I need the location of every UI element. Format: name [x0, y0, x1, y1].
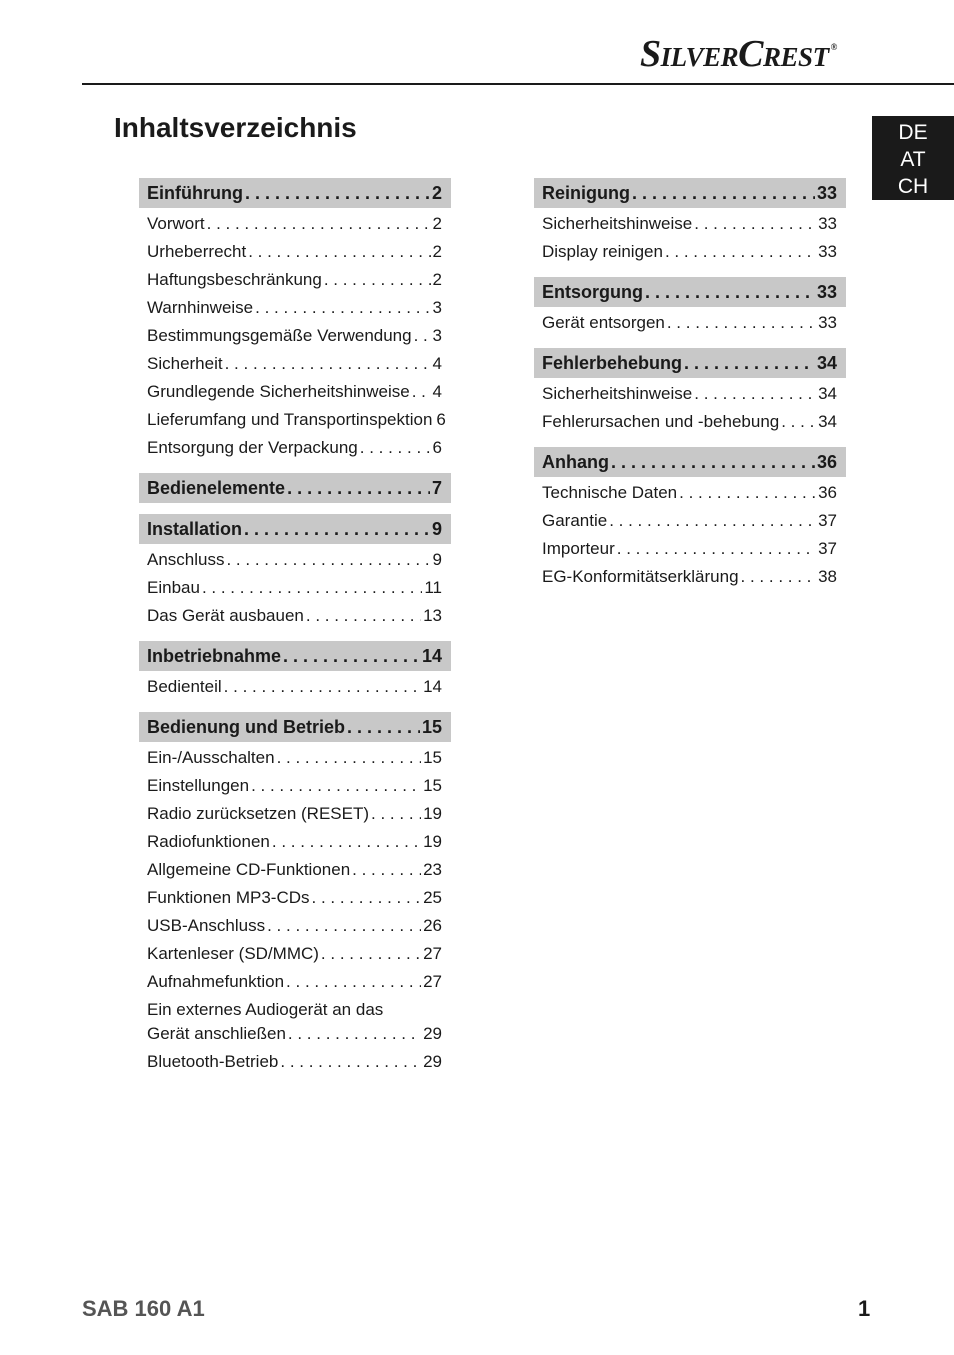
toc-leader-dots [611, 452, 815, 473]
toc-entry-page: 11 [424, 578, 442, 597]
toc-section-heading[interactable] [139, 178, 451, 208]
toc-leader-dots [280, 1048, 421, 1076]
toc-entry-list [139, 544, 451, 630]
toc-entry[interactable] [139, 772, 451, 800]
toc-entry-label: Fehlerursachen und -behebung [542, 412, 780, 431]
toc-entry-page: 4 [432, 354, 442, 373]
toc-entry-label: Lieferumfang und Transportinspektion [147, 410, 433, 429]
toc-leader-dots [312, 884, 422, 912]
toc-entry[interactable] [139, 884, 451, 912]
toc-entry[interactable] [139, 912, 451, 940]
toc-section-heading[interactable] [534, 277, 846, 307]
toc-section-heading[interactable] [534, 348, 846, 378]
header-rule [82, 83, 954, 85]
toc-entry[interactable] [139, 800, 451, 828]
toc-leader-dots [371, 800, 421, 828]
toc-entry-page: 38 [818, 567, 837, 586]
toc-heading-label: Installation [147, 518, 243, 539]
toc-entry[interactable] [139, 210, 451, 238]
toc-entry-label: Einbau [147, 578, 200, 597]
toc-entry-label: Anschluss [147, 550, 225, 569]
toc-entry-list [139, 208, 451, 462]
toc-entry-label: Vorwort [147, 214, 205, 233]
toc-leader-dots [244, 519, 430, 540]
lang-ch: CH [897, 175, 929, 198]
toc-entry-page: 33 [818, 214, 837, 233]
toc-leader-dots [667, 309, 816, 337]
toc-entry-label: Kartenleser (SD/MMC) [147, 944, 319, 963]
toc-leader-dots [224, 673, 421, 701]
toc-entry-label: EG-Konformitätserklärung [542, 567, 739, 586]
toc-entry-page: 6 [432, 438, 442, 457]
toc-entry-page: 25 [423, 888, 442, 907]
toc-heading-label: Entsorgung [542, 281, 643, 302]
toc-leader-dots [202, 574, 422, 602]
toc-entry-label: Bedienteil [147, 677, 222, 696]
toc-leader-dots [352, 856, 421, 884]
toc-leader-dots [272, 828, 421, 856]
toc-entry-page: 4 [432, 382, 442, 401]
toc-heading-label: Reinigung [542, 182, 630, 203]
language-tab [872, 116, 954, 200]
toc-entry-list [139, 742, 451, 1076]
toc-entry[interactable] [139, 350, 451, 378]
toc-entry[interactable] [139, 406, 451, 434]
toc-entry[interactable] [139, 434, 451, 462]
toc-heading-page: 7 [431, 477, 442, 498]
toc-heading-label: Bedienelemente [147, 477, 286, 498]
toc-leader-dots [283, 646, 420, 667]
toc-leader-dots [632, 183, 815, 204]
toc-entry-page: 9 [432, 550, 442, 569]
toc-entry-list [534, 307, 846, 337]
toc-heading-page: 14 [421, 645, 442, 666]
toc-section-heading[interactable] [534, 447, 846, 477]
toc-entry-label: Das Gerät ausbauen [147, 606, 304, 625]
toc-entry-label: Radiofunktionen [147, 832, 270, 851]
toc-entry-list [534, 378, 846, 436]
toc-leader-dots [277, 744, 422, 772]
toc-left-column [139, 178, 451, 1076]
toc-entry-label: Haftungsbeschränkung [147, 270, 322, 289]
toc-entry-page: 15 [423, 776, 442, 795]
toc-entry-label-line2: Gerät anschließen [147, 1024, 286, 1043]
lang-de: DE [898, 121, 928, 144]
toc-leader-dots [267, 912, 421, 940]
toc-entry-page: 3 [432, 326, 442, 345]
toc-entry-page: 29 [423, 1024, 442, 1043]
toc-leader-dots [306, 602, 421, 630]
toc-leader-dots [245, 183, 430, 204]
toc-entry-label: Display reinigen [542, 242, 663, 261]
toc-entry[interactable] [139, 266, 451, 294]
toc-section-heading[interactable] [139, 641, 451, 671]
toc-leader-dots [665, 238, 816, 266]
toc-entry[interactable] [139, 602, 451, 630]
toc-entry[interactable] [139, 574, 451, 602]
toc-entry-label: Bluetooth-Betrieb [147, 1052, 279, 1071]
toc-section-heading[interactable] [139, 473, 451, 503]
toc-heading-label: Inbetriebnahme [147, 645, 282, 666]
toc-leader-dots [781, 408, 816, 436]
toc-heading-page: 33 [816, 182, 837, 203]
toc-entry-label: USB-Anschluss [147, 916, 266, 935]
toc-entry-page: 34 [818, 384, 837, 403]
toc-section-heading[interactable] [534, 178, 846, 208]
toc-entry-label: Importeur [542, 539, 615, 558]
toc-entry-label: Gerät entsorgen [542, 313, 665, 332]
toc-heading-page: 34 [816, 352, 837, 373]
toc-entry[interactable] [139, 322, 451, 350]
toc-entry[interactable] [534, 563, 846, 591]
toc-entry-page: 37 [818, 511, 837, 530]
toc-leader-dots [694, 210, 816, 238]
toc-entry-page: 23 [423, 860, 442, 879]
toc-entry-page: 13 [423, 606, 442, 625]
toc-heading-page: 36 [816, 451, 837, 472]
toc-entry[interactable] [139, 294, 451, 322]
toc-leader-dots [741, 563, 817, 591]
toc-entry-row [147, 1022, 442, 1046]
toc-entry-page: 19 [423, 804, 442, 823]
lang-at: AT [900, 148, 926, 171]
toc-entry-page: 6 [436, 410, 446, 429]
toc-leader-dots [324, 266, 431, 294]
toc-entry-page: 33 [818, 242, 837, 261]
toc-leader-dots [225, 350, 431, 378]
toc-entry-page: 2 [432, 270, 442, 289]
toc-entry-page: 33 [818, 313, 837, 332]
toc-entry-label: Sicherheitshinweise [542, 214, 693, 233]
toc-entry-list [139, 671, 451, 701]
toc-leader-dots [347, 717, 420, 738]
toc-entry-label: Radio zurücksetzen (RESET) [147, 804, 370, 823]
toc-leader-dots [255, 294, 430, 322]
toc-entry-label: Entsorgung der Verpackung [147, 438, 358, 457]
toc-leader-dots [287, 478, 430, 499]
toc-entry-page: 29 [423, 1052, 442, 1071]
toc-entry-page: 14 [423, 677, 442, 696]
toc-leader-dots [251, 772, 421, 800]
toc-right-column [534, 178, 846, 591]
toc-entry-label: Einstellungen [147, 776, 250, 795]
toc-section-heading[interactable] [139, 712, 451, 742]
toc-entry[interactable] [534, 210, 846, 238]
toc-entry-page: 27 [423, 972, 442, 991]
toc-entry[interactable] [534, 507, 846, 535]
toc-entry-page: 2 [432, 214, 442, 233]
toc-leader-dots [360, 434, 431, 462]
toc-entry-label: Aufnahmefunktion [147, 972, 285, 991]
toc-leader-dots [684, 353, 815, 374]
toc-entry-page: 26 [423, 916, 442, 935]
brand-logo: SILVERCREST ® [640, 33, 837, 75]
toc-leader-dots [617, 535, 816, 563]
toc-entry-page: 2 [432, 242, 442, 261]
toc-leader-dots [412, 378, 431, 406]
toc-entry-label: Grundlegende Sicherheitshinweise [147, 382, 410, 401]
toc-entry[interactable] [139, 744, 451, 772]
toc-entry[interactable] [139, 940, 451, 968]
toc-entry[interactable] [139, 238, 451, 266]
toc-heading-label: Bedienung und Betrieb [147, 716, 345, 737]
toc-entry[interactable] [534, 238, 846, 266]
toc-heading-page: 9 [431, 518, 442, 539]
toc-entry-list [534, 477, 846, 591]
toc-entry-label: Ein-/Ausschalten [147, 748, 275, 767]
toc-entry-label: Technische Daten [542, 483, 678, 502]
toc-entry[interactable] [139, 378, 451, 406]
toc-heading-label: Anhang [542, 451, 609, 472]
toc-leader-dots [248, 238, 430, 266]
toc-entry[interactable] [139, 996, 451, 1048]
toc-leader-dots [414, 322, 431, 350]
toc-entry-label: Garantie [542, 511, 608, 530]
toc-entry[interactable] [534, 309, 846, 337]
toc-leader-dots [679, 479, 816, 507]
toc-entry-label: Bestimmungsgemäße Verwendung [147, 326, 412, 345]
toc-entry-label: Sicherheit [147, 354, 223, 373]
page-title: Inhaltsverzeichnis [114, 112, 357, 143]
toc-leader-dots [645, 282, 815, 303]
toc-entry-page: 3 [432, 298, 442, 317]
toc-entry[interactable] [139, 546, 451, 574]
toc-heading-page: 33 [816, 281, 837, 302]
toc-entry-page: 19 [423, 832, 442, 851]
toc-entry-list [534, 208, 846, 266]
footer-model: SAB 160 A1 [82, 1296, 205, 1321]
toc-entry-page: 27 [423, 944, 442, 963]
toc-entry[interactable] [534, 479, 846, 507]
toc-leader-dots [226, 546, 430, 574]
toc-entry[interactable] [139, 673, 451, 701]
toc-heading-page: 2 [431, 182, 442, 203]
toc-entry[interactable] [139, 828, 451, 856]
toc-leader-dots [694, 380, 816, 408]
toc-entry[interactable] [534, 408, 846, 436]
toc-entry[interactable] [139, 856, 451, 884]
toc-heading-label: Fehlerbehebung [542, 352, 683, 373]
toc-entry[interactable] [139, 1048, 451, 1076]
toc-entry-page: 37 [818, 539, 837, 558]
toc-leader-dots [609, 507, 816, 535]
toc-entry[interactable] [139, 968, 451, 996]
toc-entry[interactable] [534, 535, 846, 563]
toc-entry-label: Funktionen MP3-CDs [147, 888, 310, 907]
toc-entry-label: Ein externes Audiogerät an das [147, 1000, 384, 1019]
toc-section-heading[interactable] [139, 514, 451, 544]
toc-leader-dots [207, 210, 431, 238]
toc-entry-page: 34 [818, 412, 837, 431]
toc-leader-dots [286, 968, 421, 996]
toc-entry-page: 36 [818, 483, 837, 502]
toc-entry-label: Urheberrecht [147, 242, 247, 261]
toc-entry[interactable] [534, 380, 846, 408]
toc-heading-page: 15 [421, 716, 442, 737]
toc-leader-dots [288, 1022, 421, 1046]
toc-entry-page: 15 [423, 748, 442, 767]
toc-entry-label: Allgemeine CD-Funktionen [147, 860, 351, 879]
footer-page-number: 1 [858, 1296, 871, 1321]
toc-entry-label: Sicherheitshinweise [542, 384, 693, 403]
toc-heading-label: Einführung [147, 182, 243, 203]
toc-entry-label: Warnhinweise [147, 298, 254, 317]
toc-leader-dots [321, 940, 421, 968]
